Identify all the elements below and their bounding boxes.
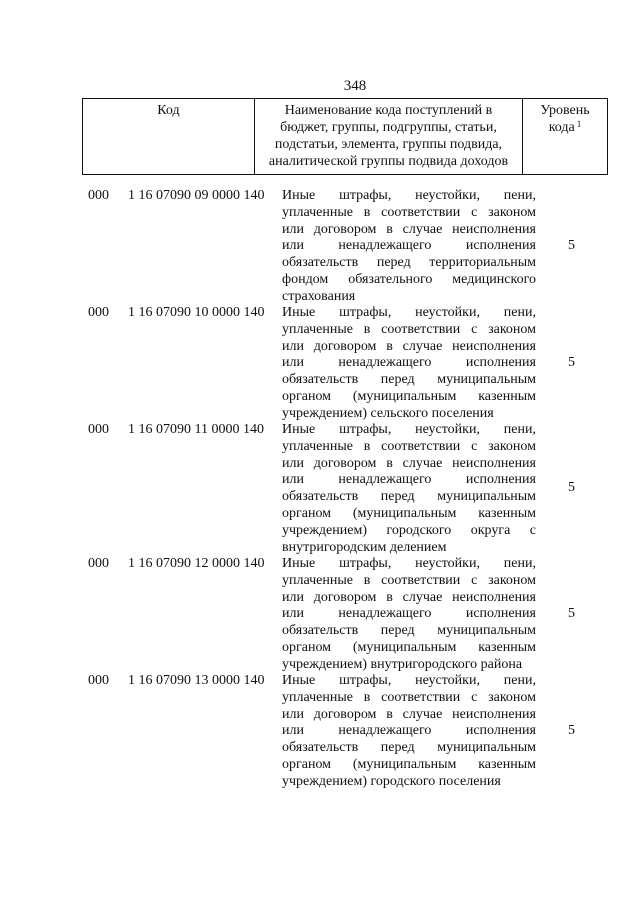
name-line: фондом обязательного медицинского bbox=[282, 271, 536, 287]
footnote-mark: 1 bbox=[576, 119, 582, 129]
income-name bbox=[282, 556, 536, 674]
name-line: учреждением) внутригородского района bbox=[282, 656, 523, 672]
header-name-line: аналитической группы подвида доходов bbox=[268, 154, 509, 169]
page-number: 348 bbox=[343, 78, 367, 94]
admin-code: 000 bbox=[88, 188, 109, 203]
name-line: или договором в случае неисполнения bbox=[282, 455, 536, 471]
name-line: обязательств перед муниципальным bbox=[282, 372, 536, 388]
name-line: или договором в случае неисполнения bbox=[282, 706, 536, 722]
name-line: обязательств перед территориальным bbox=[282, 255, 536, 271]
name-line: уплаченные в соответствии с законом bbox=[282, 321, 536, 337]
name-line: Иные штрафы, неустойки, пени, bbox=[282, 556, 536, 571]
name-line: органом (муниципальным казенным bbox=[282, 756, 536, 772]
name-line: Иные штрафы, неустойки, пени, bbox=[282, 673, 536, 688]
name-line: органом (муниципальным казенным bbox=[282, 388, 536, 404]
admin-code: 000 bbox=[88, 422, 109, 437]
income-code: 1 16 07090 11 0000 140 bbox=[128, 422, 264, 437]
name-line: уплаченные в соответствии с законом bbox=[282, 572, 536, 588]
header-level bbox=[522, 99, 607, 175]
name-line: органом (муниципальным казенным bbox=[282, 505, 536, 521]
name-line: учреждением) городского поселения bbox=[282, 773, 501, 789]
income-code: 1 16 07090 13 0000 140 bbox=[128, 673, 265, 688]
name-line: или ненадлежащего исполнения bbox=[282, 472, 536, 488]
header-name bbox=[254, 99, 522, 175]
name-line: или ненадлежащего исполнения bbox=[282, 355, 536, 371]
name-line: или договором в случае неисполнения bbox=[282, 589, 536, 605]
admin-code: 000 bbox=[88, 673, 109, 688]
header-code: Код bbox=[83, 99, 255, 175]
name-line: уплаченные в соответствии с законом bbox=[282, 689, 536, 705]
name-line: учреждением) городского округа с bbox=[282, 522, 536, 538]
name-line: или договором в случае неисполнения bbox=[282, 221, 536, 237]
income-name bbox=[282, 305, 536, 423]
income-code: 1 16 07090 10 0000 140 bbox=[128, 305, 265, 320]
header-name-line: подстатьи, элемента, группы подвида, bbox=[274, 137, 503, 152]
name-line: Иные штрафы, неустойки, пени, bbox=[282, 305, 536, 320]
name-line: органом (муниципальным казенным bbox=[282, 639, 536, 655]
income-name bbox=[282, 422, 536, 556]
header-level-text: кода bbox=[548, 120, 575, 135]
name-line: или ненадлежащего исполнения bbox=[282, 723, 536, 739]
level-value: 5 bbox=[568, 723, 575, 738]
level-value: 5 bbox=[568, 238, 575, 253]
header-level-line: Уровень bbox=[540, 103, 590, 118]
name-line: уплаченные в соответствии с законом bbox=[282, 438, 536, 454]
name-line: Иные штрафы, неустойки, пени, bbox=[282, 422, 536, 437]
table-header bbox=[82, 98, 608, 175]
name-line: обязательств перед муниципальным bbox=[282, 489, 536, 505]
admin-code: 000 bbox=[88, 556, 109, 571]
name-line: внутригородским делением bbox=[282, 539, 447, 555]
level-value: 5 bbox=[568, 480, 575, 495]
header-name-line: Наименование кода поступлений в bbox=[284, 103, 493, 118]
name-line: или договором в случае неисполнения bbox=[282, 338, 536, 354]
income-code: 1 16 07090 12 0000 140 bbox=[128, 556, 265, 571]
admin-code: 000 bbox=[88, 305, 109, 320]
name-line: или ненадлежащего исполнения bbox=[282, 238, 536, 254]
name-line: обязательств перед муниципальным bbox=[282, 623, 536, 639]
level-value: 5 bbox=[568, 606, 575, 621]
name-line: или ненадлежащего исполнения bbox=[282, 606, 536, 622]
name-line: обязательств перед муниципальным bbox=[282, 740, 536, 756]
income-code: 1 16 07090 09 0000 140 bbox=[128, 188, 265, 203]
level-value: 5 bbox=[568, 355, 575, 370]
header-level-line bbox=[527, 119, 603, 136]
name-line: страхования bbox=[282, 288, 356, 304]
income-name bbox=[282, 188, 536, 306]
name-line: уплаченные в соответствии с законом bbox=[282, 204, 536, 220]
name-line: учреждением) сельского поселения bbox=[282, 405, 494, 421]
header-name-line: бюджет, группы, подгруппы, статьи, bbox=[280, 120, 497, 135]
income-name bbox=[282, 673, 536, 791]
name-line: Иные штрафы, неустойки, пени, bbox=[282, 188, 536, 203]
